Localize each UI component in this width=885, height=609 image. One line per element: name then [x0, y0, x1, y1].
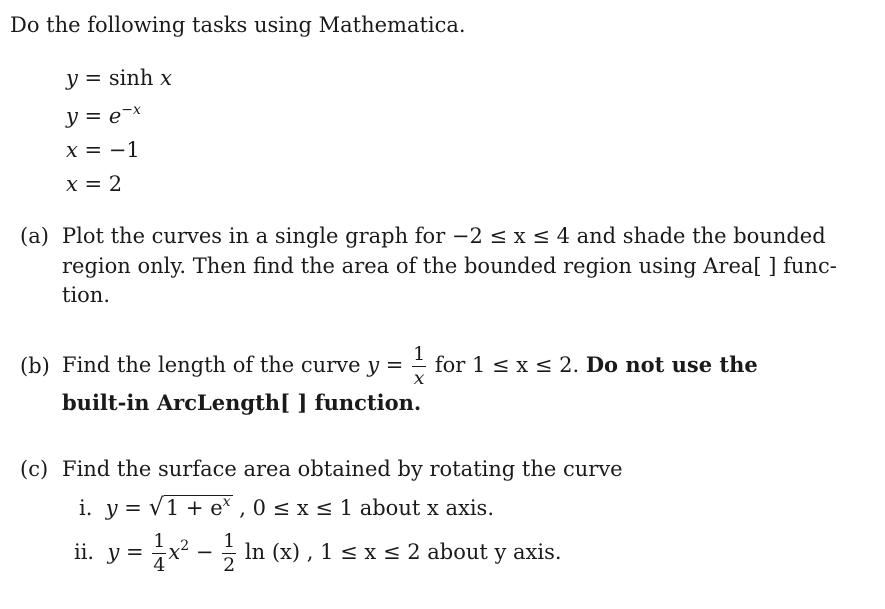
eq2-exponent: −x [121, 102, 141, 118]
equation-sinh: y = sinh x [66, 66, 172, 90]
part-a-line1: Plot the curves in a single graph for −2 ≤ x ≤ 4 and shade the bounded [62, 224, 826, 248]
part-c-i-label: i. [79, 496, 93, 520]
equation-exp: $y = e^{-x}$ [66, 102, 141, 128]
part-a-line2: region only. Then find the area of the bounded region using Area[ ] func- [62, 254, 837, 278]
part-c-i [79, 494, 494, 524]
eq3-rhs: −1 [108, 138, 140, 162]
part-c-ii-frac2-num: 1 [223, 530, 236, 552]
part-c-ii [74, 526, 562, 581]
part-c-ii-frac1-den: 4 [153, 554, 166, 576]
equation-x-neg1: x = −1 [66, 138, 140, 162]
part-b-label: (b) [20, 354, 50, 378]
part-c-ii-frac1 [152, 532, 166, 575]
eq1-lhs: y [66, 66, 78, 90]
part-c-i-range: , 0 ≤ x ≤ 1 about x axis. [239, 496, 495, 520]
part-c-ii-minus: − [195, 540, 214, 564]
part-a-line3: tion. [62, 283, 110, 307]
sqrt-symbol: √ [148, 493, 164, 521]
intro-text: Do the following tasks using Mathematica. [10, 13, 466, 37]
equation-x-2: x = 2 [66, 172, 123, 196]
part-c-ii-lhs: y = [107, 540, 144, 564]
part-c-ii-term2: ln (x) [244, 540, 301, 564]
part-c-ii-range: , 1 ≤ x ≤ 2 about y axis. [306, 540, 562, 564]
part-b-fraction [412, 345, 426, 388]
part-b-eq: = [385, 353, 404, 377]
eq2-base: e [108, 104, 122, 128]
part-b-y: y [367, 353, 380, 377]
part-b-frac-den: x [413, 367, 425, 389]
part-c-ii-frac1-num: 1 [153, 530, 166, 552]
eq1-rhs: sinh [108, 66, 154, 90]
part-c-label: (c) [20, 457, 49, 481]
part-c-ii-label: ii. [74, 540, 95, 564]
part-c-text: Find the surface area obtained by rotating the curve [62, 457, 623, 481]
part-c-i-radicand-text: 1 + e [165, 496, 223, 520]
part-c-ii-frac2 [222, 532, 236, 575]
part-b-text: Find the length of the curve [62, 353, 361, 377]
part-a-label: (a) [20, 224, 49, 248]
eq4-lhs: x [66, 172, 78, 196]
part-c-ii-term1: x [168, 540, 181, 564]
part-b-bold1: Do not use the [585, 352, 758, 377]
part-b-range: for 1 ≤ x ≤ 2. [434, 353, 580, 377]
eq4-rhs: 2 [108, 172, 123, 196]
eq3-lhs: x [66, 138, 78, 162]
part-c-ii-term1-exp: 2 [180, 538, 190, 554]
part-c-i-lhs: y = [105, 496, 142, 520]
part-c-i-radicand [164, 495, 233, 520]
part-b-frac-num: 1 [413, 343, 426, 365]
eq1-arg: x [160, 66, 172, 90]
part-b-bold2: built-in ArcLength[ ] function. [62, 390, 422, 415]
part-b-line1 [62, 339, 758, 391]
eq2-lhs: y [66, 104, 78, 128]
part-c-i-radicand-exp: x [222, 494, 231, 510]
part-c-ii-frac2-den: 2 [223, 554, 236, 576]
